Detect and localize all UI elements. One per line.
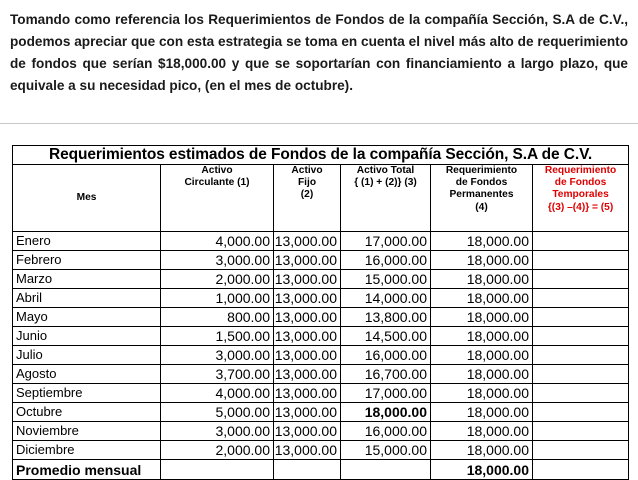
cell-activo-total: 16,000.00 bbox=[341, 346, 431, 365]
cell-activo-circulante: 3,000.00 bbox=[161, 422, 274, 441]
table-body bbox=[13, 232, 629, 460]
footer-row bbox=[13, 460, 629, 480]
table-row bbox=[13, 384, 629, 403]
cell-activo-circulante: 3,000.00 bbox=[161, 346, 274, 365]
cell-activo-fijo: 13,000.00 bbox=[274, 403, 341, 422]
cell-activo-total: 14,000.00 bbox=[341, 289, 431, 308]
cell-req-permanentes: 18,000.00 bbox=[431, 441, 533, 460]
cell-activo-total: 15,000.00 bbox=[341, 441, 431, 460]
cell-mes: Mayo bbox=[13, 308, 161, 327]
cell-mes: Enero bbox=[13, 232, 161, 251]
cell-mes: Agosto bbox=[13, 365, 161, 384]
cell-req-temporales bbox=[533, 251, 629, 270]
cell-mes: Noviembre bbox=[13, 422, 161, 441]
cell-req-temporales bbox=[533, 346, 629, 365]
cell-activo-fijo: 13,000.00 bbox=[274, 289, 341, 308]
header-line: Activo Total bbox=[356, 165, 415, 176]
header-line: Activo bbox=[201, 165, 233, 176]
cell-mes: Junio bbox=[13, 327, 161, 346]
header-line: (4) bbox=[475, 201, 488, 213]
header-req-temporales bbox=[533, 165, 629, 232]
table-row bbox=[13, 251, 629, 270]
cell-activo-circulante: 4,000.00 bbox=[161, 232, 274, 251]
cell-activo-total: 13,800.00 bbox=[341, 308, 431, 327]
cell-req-permanentes: 18,000.00 bbox=[431, 232, 533, 251]
cell-activo-circulante: 3,000.00 bbox=[161, 251, 274, 270]
cell-activo-fijo: 13,000.00 bbox=[274, 232, 341, 251]
cell-activo-total: 17,000.00 bbox=[341, 232, 431, 251]
table-row bbox=[13, 270, 629, 289]
footer-label: Promedio mensual bbox=[13, 460, 161, 480]
header-line: Fijo bbox=[297, 177, 317, 189]
cell-activo-circulante: 1,500.00 bbox=[161, 327, 274, 346]
cell-activo-total: 16,700.00 bbox=[341, 365, 431, 384]
table-header-row bbox=[13, 165, 629, 232]
cell-req-permanentes: 18,000.00 bbox=[431, 365, 533, 384]
cell-req-temporales bbox=[533, 365, 629, 384]
table-row bbox=[13, 346, 629, 365]
cell-mes: Septiembre bbox=[13, 384, 161, 403]
table-row bbox=[13, 289, 629, 308]
cell-activo-fijo: 13,000.00 bbox=[274, 270, 341, 289]
cell-req-permanentes: 18,000.00 bbox=[431, 308, 533, 327]
table-row bbox=[13, 232, 629, 251]
cell-mes: Diciembre bbox=[13, 441, 161, 460]
cell-activo-total: 14,500.00 bbox=[341, 327, 431, 346]
table-row bbox=[13, 308, 629, 327]
header-activo-fijo bbox=[274, 165, 341, 232]
header-line: Permanentes bbox=[449, 189, 514, 201]
header-line: de Fondos bbox=[455, 177, 508, 189]
cell-activo-circulante: 800.00 bbox=[161, 308, 274, 327]
cell-activo-circulante: 2,000.00 bbox=[161, 270, 274, 289]
footer-empty bbox=[533, 460, 629, 480]
cell-req-temporales bbox=[533, 441, 629, 460]
footer-empty bbox=[341, 460, 431, 480]
header-line: Activo bbox=[291, 165, 323, 176]
cell-req-temporales bbox=[533, 270, 629, 289]
cell-activo-fijo: 13,000.00 bbox=[274, 422, 341, 441]
header-line: Requerimiento bbox=[445, 165, 518, 176]
header-req-permanentes bbox=[431, 165, 533, 232]
cell-req-temporales bbox=[533, 384, 629, 403]
cell-req-temporales bbox=[533, 403, 629, 422]
cell-mes: Abril bbox=[13, 289, 161, 308]
cell-req-temporales bbox=[533, 232, 629, 251]
cell-req-permanentes: 18,000.00 bbox=[431, 403, 533, 422]
intro-paragraph: Tomando como referencia los Requerimientos de Fondos de la compañía Sección, S.A de C.V., podemos apreciar que con esta estrategia se toma en cuenta el nivel más alto de requerimiento de fondos que serían $18,000.00 y que se soportarían con financiamiento a largo plazo, que equivale a su necesidad pico, (en el mes de octubre). bbox=[10, 12, 628, 93]
cell-req-permanentes: 18,000.00 bbox=[431, 251, 533, 270]
cell-req-permanentes: 18,000.00 bbox=[431, 346, 533, 365]
table-title: Requerimientos estimados de Fondos de la compañía Sección, S.A de C.V. bbox=[13, 146, 629, 165]
table-row bbox=[13, 365, 629, 384]
cell-activo-fijo: 13,000.00 bbox=[274, 308, 341, 327]
cell-req-permanentes: 18,000.00 bbox=[431, 327, 533, 346]
header-mes: Mes bbox=[13, 165, 161, 232]
header-line: { (1) + (2)} (3) bbox=[354, 177, 417, 189]
table-row bbox=[13, 327, 629, 346]
cell-activo-fijo: 13,000.00 bbox=[274, 251, 341, 270]
cell-activo-circulante: 2,000.00 bbox=[161, 441, 274, 460]
header-line: de Fondos bbox=[554, 177, 607, 189]
divider bbox=[0, 123, 638, 124]
cell-activo-circulante: 3,700.00 bbox=[161, 365, 274, 384]
cell-activo-fijo: 13,000.00 bbox=[274, 365, 341, 384]
cell-req-temporales bbox=[533, 327, 629, 346]
funds-table-container bbox=[12, 145, 617, 480]
cell-activo-fijo: 13,000.00 bbox=[274, 384, 341, 403]
cell-activo-total: 17,000.00 bbox=[341, 384, 431, 403]
header-activo-total bbox=[341, 165, 431, 232]
header-line: (2) bbox=[300, 189, 314, 201]
cell-activo-circulante: 5,000.00 bbox=[161, 403, 274, 422]
cell-activo-fijo: 13,000.00 bbox=[274, 441, 341, 460]
cell-mes: Octubre bbox=[13, 403, 161, 422]
cell-req-permanentes: 18,000.00 bbox=[431, 422, 533, 441]
cell-activo-circulante: 1,000.00 bbox=[161, 289, 274, 308]
table-row bbox=[13, 441, 629, 460]
cell-req-temporales bbox=[533, 422, 629, 441]
header-line: Temporales bbox=[552, 189, 609, 201]
cell-mes: Marzo bbox=[13, 270, 161, 289]
header-line: Requerimiento bbox=[544, 165, 617, 176]
cell-req-temporales bbox=[533, 308, 629, 327]
cell-activo-circulante: 4,000.00 bbox=[161, 384, 274, 403]
cell-activo-total: 15,000.00 bbox=[341, 270, 431, 289]
cell-req-temporales bbox=[533, 289, 629, 308]
header-activo-circulante bbox=[161, 165, 274, 232]
cell-req-permanentes: 18,000.00 bbox=[431, 289, 533, 308]
cell-activo-total: 16,000.00 bbox=[341, 422, 431, 441]
footer-perm-value: 18,000.00 bbox=[431, 460, 533, 480]
cell-mes: Julio bbox=[13, 346, 161, 365]
header-line: Circulante (1) bbox=[184, 177, 250, 189]
funds-requirements-table bbox=[12, 145, 629, 480]
cell-req-permanentes: 18,000.00 bbox=[431, 384, 533, 403]
cell-activo-total: 18,000.00 bbox=[341, 403, 431, 422]
cell-mes: Febrero bbox=[13, 251, 161, 270]
cell-activo-total: 16,000.00 bbox=[341, 251, 431, 270]
cell-req-permanentes: 18,000.00 bbox=[431, 270, 533, 289]
cell-activo-fijo: 13,000.00 bbox=[274, 346, 341, 365]
table-row bbox=[13, 422, 629, 441]
header-line: {(3) –(4)} = (5) bbox=[547, 201, 614, 213]
footer-empty bbox=[274, 460, 341, 480]
table-row bbox=[13, 403, 629, 422]
footer-empty bbox=[161, 460, 274, 480]
cell-activo-fijo: 13,000.00 bbox=[274, 327, 341, 346]
